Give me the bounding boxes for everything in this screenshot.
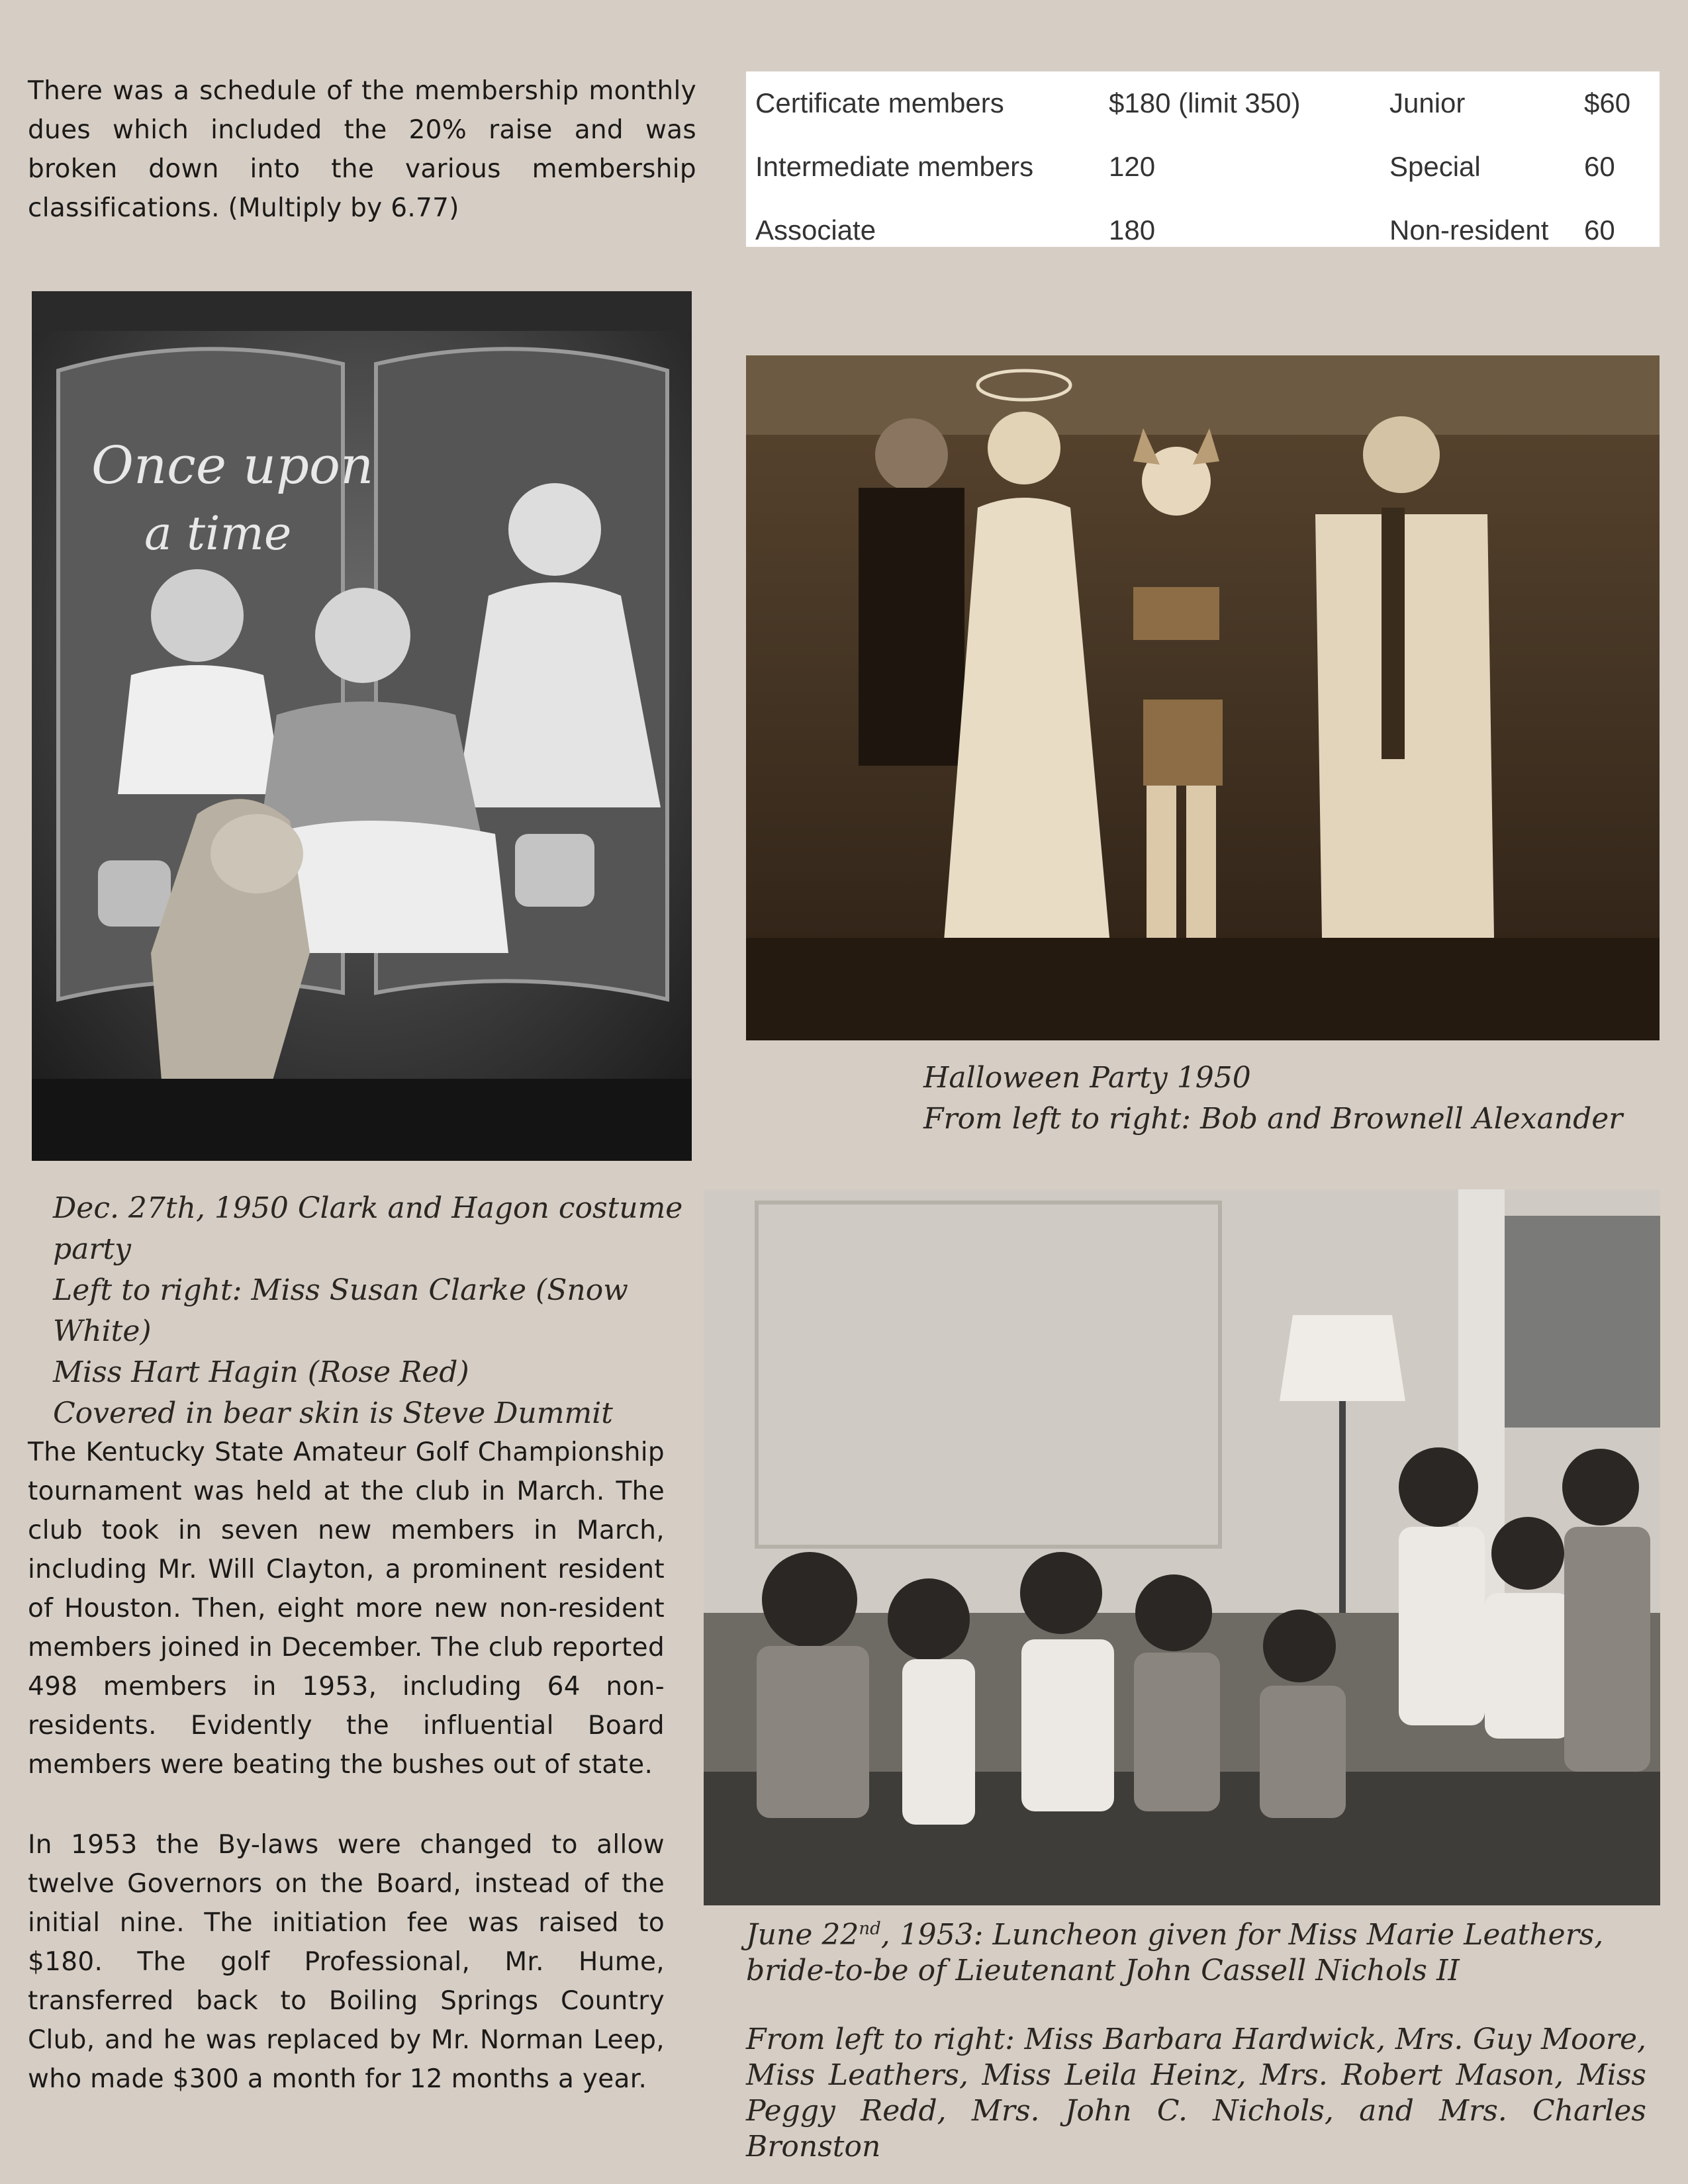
table-cell: Non-resident [1389,214,1549,246]
table-row [746,71,1660,135]
costume-party-caption [53,1188,715,1434]
intro-paragraph: There was a schedule of the membership monthly dues which included the 20% raise and was broken down into the various membership classifications. (Multiply by 6.77) [28,76,696,223]
table-cell: 180 [1109,214,1156,246]
caption-line: Dec. 27th, 1950 Clark and Hagon costume party [53,1191,683,1266]
caption-line: Miss Hart Hagin (Rose Red) [53,1355,469,1389]
table-cell: 120 [1109,151,1156,182]
costume-party-photo [32,291,692,1161]
table-cell: Intermediate members [755,151,1034,182]
sign-text-once-upon: Once upon [91,436,374,496]
sign-text-a-time: a time [144,506,292,561]
halloween-caption [923,1058,1665,1140]
luncheon-photo [704,1189,1660,1905]
caption-line: Halloween Party 1950 [923,1061,1251,1095]
caption-line: From left to right: Bob and Brownell Alexander [923,1102,1623,1136]
caption-line: June 22nd, 1953: Luncheon given for Miss Marie Leathers, [746,1918,1604,1952]
caption-line: Left to right: Miss Susan Clarke (Snow White) [53,1273,628,1348]
table-row [746,135,1660,199]
table-cell: Junior [1389,87,1466,118]
luncheon-caption [746,1917,1646,2165]
halloween-party-photo [746,355,1660,1040]
golf-championship-paragraph: The Kentucky State Amateur Golf Championship tournament was held at the club in March. The club took in seven new members in March, including Mr. Will Clayton, a prominent resident of Houston. Then, eight more new non-resident members joined in December. The club reported 498 members in 1953, including 64 non-residents. Evidently the influential Board members were beating the bushes out of state. [28,1437,665,1780]
membership-dues-table [746,71,1660,247]
table-cell: Certificate members [755,87,1004,118]
table-row [746,199,1660,262]
table-cell: Special [1389,151,1481,182]
table-cell: 60 [1584,214,1615,246]
caption-line: Covered in bear skin is Steve Dummit [53,1396,613,1430]
bylaws-paragraph: In 1953 the By-laws were changed to allow twelve Governors on the Board, instead of the initial nine. The initiation fee was raised to $180. The golf Professional, Mr. Hume, transferred back to Boiling Springs Country Club, and he was replaced by Mr. Norman Leep, who made $300 a month for 12 months a year. [28,1830,665,2094]
table-cell: 60 [1584,151,1615,182]
table-cell: $180 (limit 350) [1109,87,1301,118]
caption-names-line: From left to right: Miss Barbara Hardwick, Mrs. Guy Moore, Miss Leathers, Miss Leila Heinz, Mrs. Robert Mason, Miss Peggy Redd, Mrs. John C. Nichols, and Mrs. Charles Bronston [746,2023,1646,2163]
caption-line: bride-to-be of Lieutenant John Cassell Nichols II [746,1954,1460,1987]
table-cell: $60 [1584,87,1631,118]
table-cell: Associate [755,214,876,246]
